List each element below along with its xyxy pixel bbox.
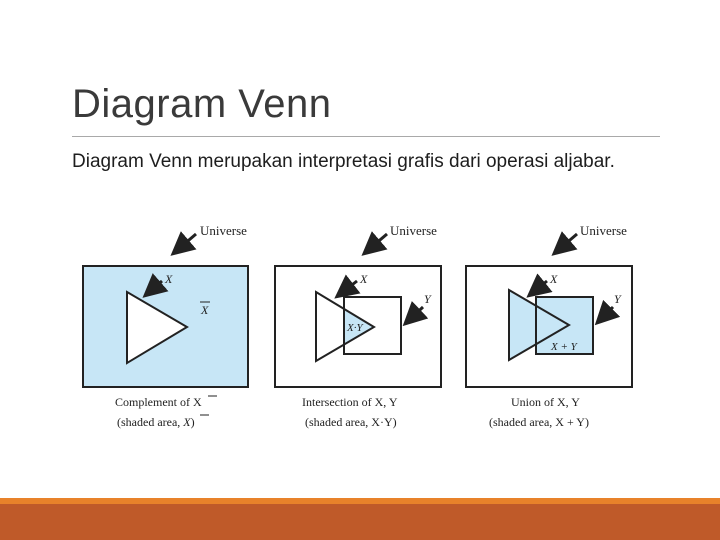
complement-universe-arrow — [175, 234, 196, 252]
complement-x-label: X — [165, 272, 173, 286]
union-caption-line2: (shaded area, X + Y) — [489, 415, 589, 429]
complement-caption-line1: Complement of X — [115, 395, 202, 409]
union-caption-line1: Union of X, Y — [511, 395, 580, 409]
complement-caption-line2: (shaded area, X) — [117, 415, 195, 429]
intersection-y-label: Y — [424, 292, 431, 306]
union-diagram — [466, 223, 632, 429]
intersection-universe-label: Universe — [390, 223, 437, 238]
intersection-universe-arrow — [366, 234, 387, 252]
body-text: Diagram Venn merupakan interpretasi grafis dari operasi aljabar. — [72, 151, 615, 172]
intersection-xy-label: X·Y — [347, 322, 363, 334]
intersection-caption-line1: Intersection of X, Y — [302, 395, 398, 409]
union-universe-arrow — [556, 234, 577, 252]
union-universe-label: Universe — [580, 223, 627, 238]
complement-xbar-label: X — [201, 303, 209, 317]
union-xplusy-label: X + Y — [551, 341, 577, 353]
union-x-label: X — [550, 272, 558, 286]
complement-diagram — [83, 223, 248, 429]
intersection-caption-line2: (shaded area, X·Y) — [305, 415, 397, 429]
slide-title: Diagram Venn — [72, 82, 332, 126]
complement-universe-label: Universe — [200, 223, 247, 238]
footer-band — [0, 504, 720, 540]
union-y-label: Y — [614, 292, 621, 306]
intersection-x-label: X — [360, 272, 368, 286]
intersection-diagram — [275, 223, 441, 429]
